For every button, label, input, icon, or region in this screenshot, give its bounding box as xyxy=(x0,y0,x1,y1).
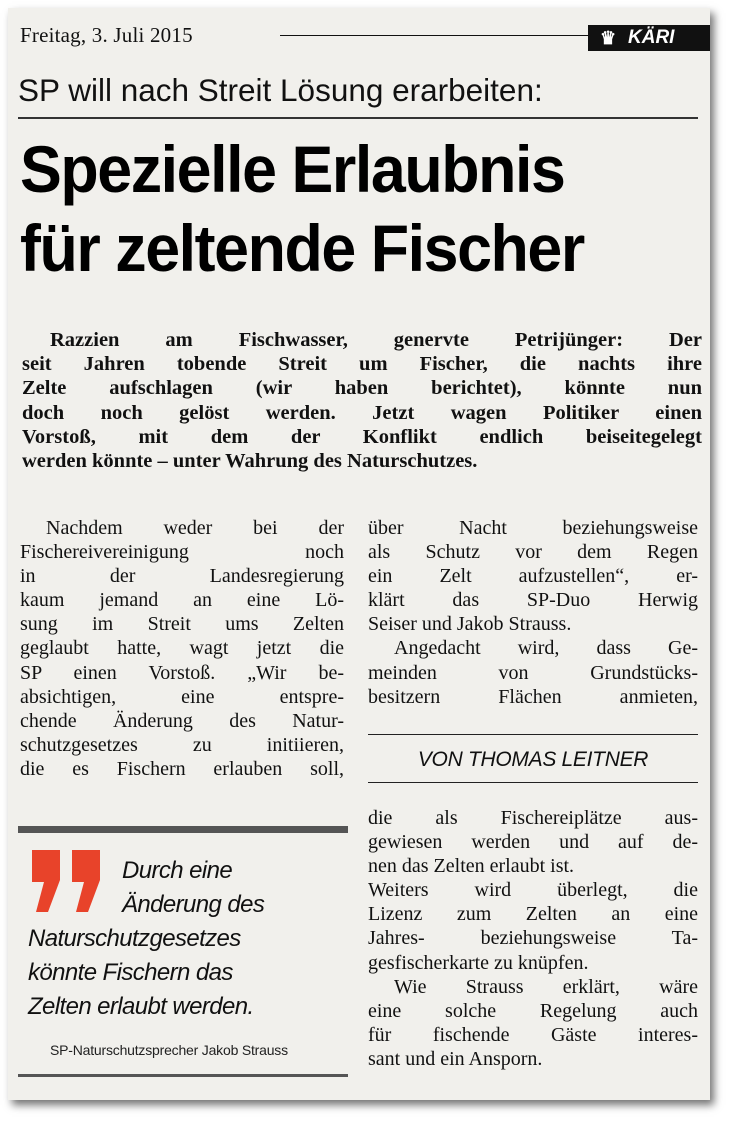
body-line: in der Landesregierung xyxy=(20,565,344,588)
newspaper-clipping xyxy=(8,8,710,1100)
lead-line: seit Jahren tobende Streit um Fischer, die nachts ihre xyxy=(22,353,702,376)
body-line: Fischereivereinigung noch xyxy=(20,541,344,564)
headline-line: für zeltende Fischer xyxy=(20,211,584,285)
quote-box-rule-top xyxy=(18,826,348,833)
body-line: die als Fischereiplätze aus- xyxy=(368,807,698,829)
body-line: eine solche Regelung auch xyxy=(368,999,698,1022)
body-line: als Schutz vor dem Regen xyxy=(368,541,698,564)
lead-line: Vorstoß, mit dem der Konflikt endlich beiseitegelegt xyxy=(22,425,702,448)
body-line: Seiser und Jakob Strauss. xyxy=(368,613,572,636)
quote-line: Durch eine xyxy=(122,857,233,884)
body-line: klärt das SP-Duo Herwig xyxy=(368,589,698,612)
body-line: schutzgesetzes zu initiieren, xyxy=(20,733,344,756)
body-line: Weiters wird überlegt, die xyxy=(368,879,698,902)
byline: VON THOMAS LEITNER xyxy=(417,748,649,771)
body-line: Angedacht wird, dass Ge- xyxy=(394,637,698,660)
section-name: KÄRI xyxy=(628,27,675,48)
lead-paragraph xyxy=(22,328,702,473)
body-line: ein Zelt aufzustellen“, er- xyxy=(368,565,698,588)
issue-date: Freitag, 3. Juli 2015 xyxy=(20,23,193,47)
lead-line: werden könnte – unter Wahrung des Naturschutzes. xyxy=(22,450,478,473)
body-line: sung im Streit ums Zelten xyxy=(20,613,344,636)
body-line: geglaubt hatte, wagt jetzt die xyxy=(20,637,344,660)
body-line: SP einen Vorstoß. „Wir be- xyxy=(20,661,344,684)
lead-line: Razzien am Fischwasser, genervte Petrijünger: Der xyxy=(50,329,702,351)
quote-line: Änderung des xyxy=(122,891,265,918)
body-line: Lizenz zum Zelten an eine xyxy=(368,903,698,926)
body-line: gewiesen werden und auf de- xyxy=(368,831,698,854)
section-badge xyxy=(588,25,710,51)
body-line: die es Fischern erlauben soll, xyxy=(20,757,344,780)
body-line: für fischende Gäste interes- xyxy=(368,1023,698,1046)
body-line: besitzern Flächen anmieten, xyxy=(368,685,698,708)
byline-rule-top xyxy=(368,734,698,735)
kicker-line: SP will nach Streit Lösung erarbeiten: xyxy=(18,72,543,108)
quote-line: könnte Fischern das xyxy=(28,959,233,986)
body-line: Wie Strauss erklärt, wäre xyxy=(394,975,698,998)
body-line: nen das Zelten erlaubt ist. xyxy=(368,855,575,878)
body-line: sant und ein Ansporn. xyxy=(368,1047,543,1070)
body-line: Nachdem weder bei der xyxy=(46,517,344,539)
body-column-right-bottom xyxy=(368,806,698,1071)
quote-line: Zelten erlaubt werden. xyxy=(28,993,254,1020)
body-line: absichtigen, eine entspre- xyxy=(20,685,344,708)
body-line: kaum jemand an eine Lö- xyxy=(20,589,344,612)
crown-icon: ♛ xyxy=(600,28,617,48)
body-line: gesfischerkarte zu knüpfen. xyxy=(368,951,589,974)
body-line: meinden von Grundstücks- xyxy=(368,661,698,684)
headline-line: Spezielle Erlaubnis xyxy=(20,132,565,206)
masthead xyxy=(20,22,710,52)
body-line: über Nacht beziehungsweise xyxy=(368,517,698,539)
kicker-rule xyxy=(18,117,698,119)
masthead-rule xyxy=(280,35,588,36)
quote-box-rule-bottom xyxy=(18,1074,348,1077)
body-line: chende Änderung des Natur- xyxy=(20,709,344,732)
body-column-left xyxy=(20,516,344,781)
headline xyxy=(20,130,704,288)
quote-attribution: SP-Naturschutzsprecher Jakob Strauss xyxy=(50,1042,288,1058)
lead-line: doch noch gelöst werden. Jetzt wagen Politiker einen xyxy=(22,401,702,424)
pull-quote xyxy=(28,854,348,1024)
quote-line: Naturschutzgesetzes xyxy=(28,925,241,952)
body-column-right-top xyxy=(368,516,698,709)
body-line: Jahres- beziehungsweise Ta- xyxy=(368,927,698,950)
lead-line: Zelte aufschlagen (wir haben berichtet), könnte nun xyxy=(22,377,702,400)
byline-rule-bottom xyxy=(368,782,698,783)
